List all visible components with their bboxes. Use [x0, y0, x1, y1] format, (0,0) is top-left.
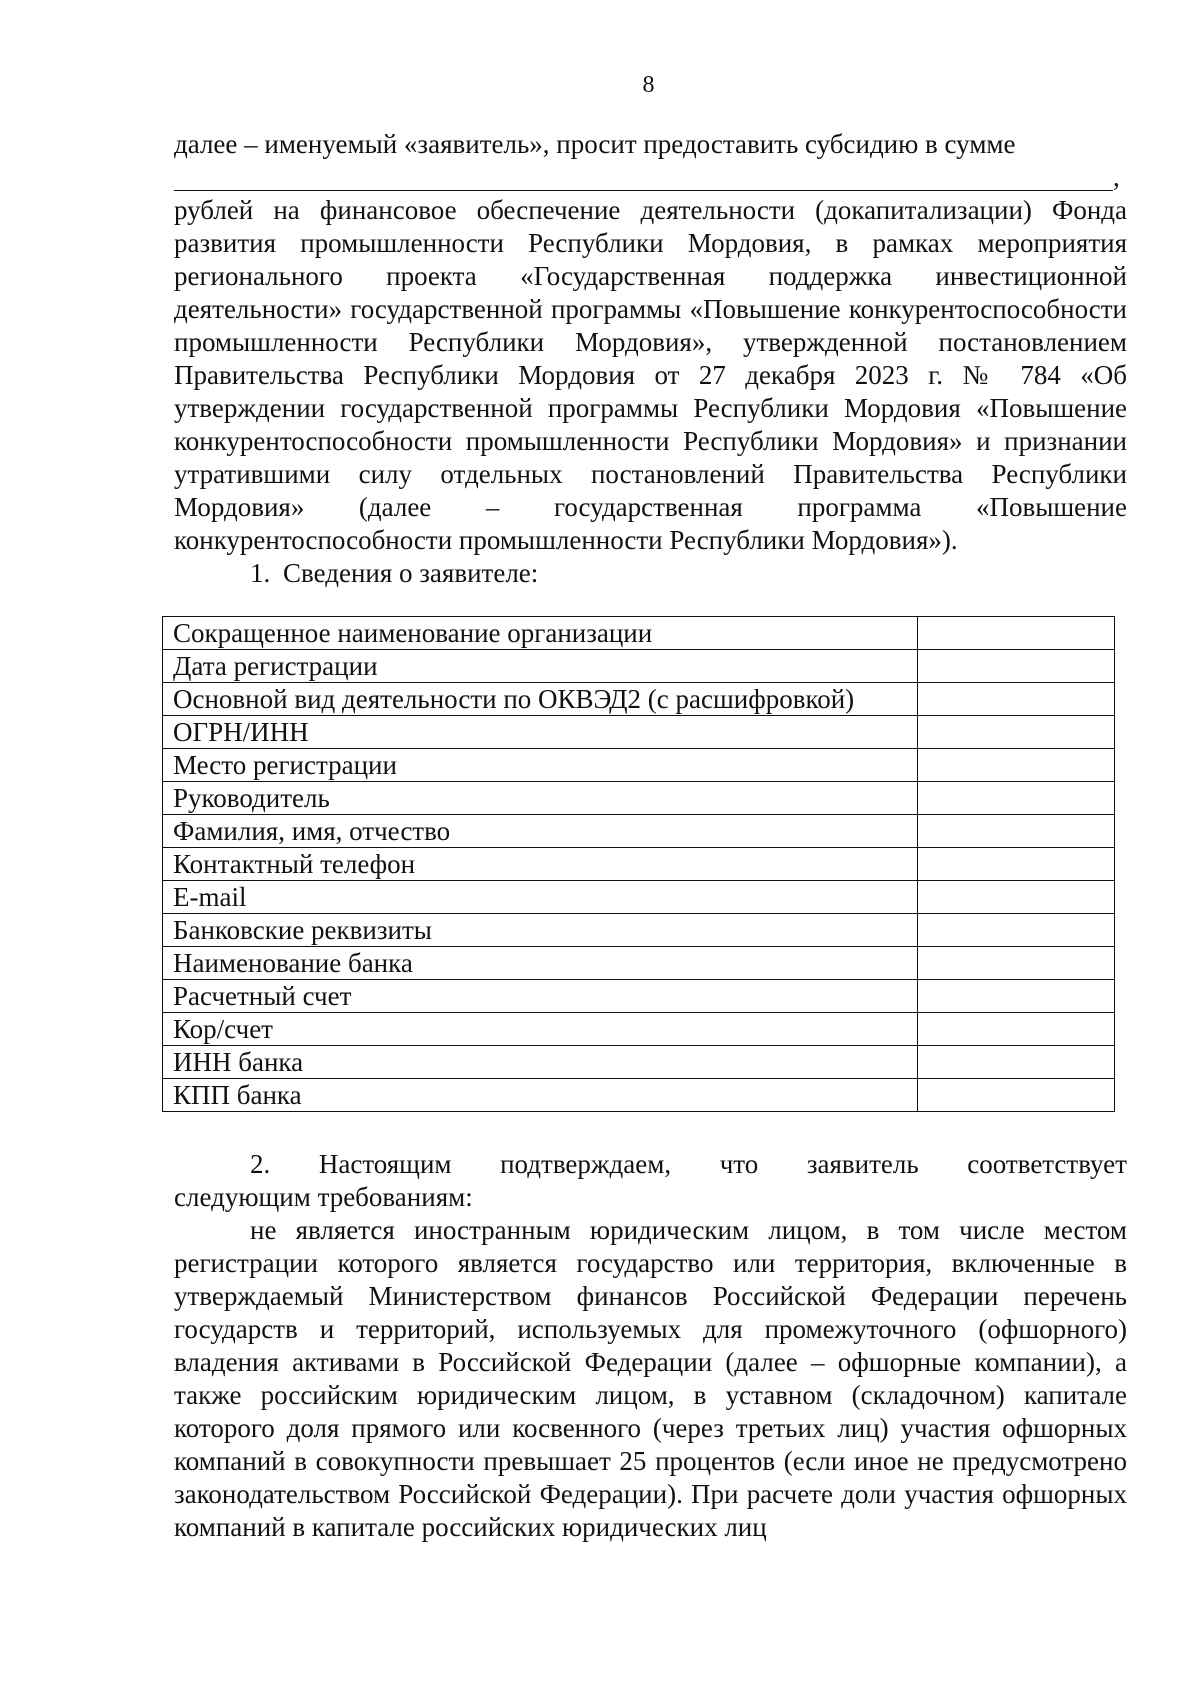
section-2-word: что [719, 1149, 759, 1179]
field-label: Основной вид деятельности по ОКВЭД2 (с расшифровкой) [163, 683, 918, 716]
field-label: ИНН банка [163, 1046, 918, 1079]
table-row [163, 914, 1115, 947]
amount-comma: , [1113, 162, 1120, 192]
field-label: Расчетный счет [163, 980, 918, 1013]
section-2-word: соответствует [967, 1149, 1127, 1179]
field-value [918, 815, 1115, 848]
field-value [918, 980, 1115, 1013]
section-2-word: Настоящим [318, 1149, 452, 1179]
section-1-title: Сведения о заявителе: [283, 558, 539, 588]
field-value [918, 749, 1115, 782]
document-body [174, 128, 1127, 1544]
field-label: Дата регистрации [163, 650, 918, 683]
section-2-first-line [174, 1148, 1127, 1181]
section-2-paragraph: не является иностранным юридическим лицом, в том числе местом регистрации которого является государство или территория, включенные в утверждаемый Министерством финансов Российской Федерации перечень государств и территорий, используемых для промежуточного (офшорного) владения активами в Российской Федерации (далее – офшорные компании), а также российским юридическим лицом, в уставном (складочном) капитале которого доля прямого или косвенного (через третьих лиц) участия офшорных компаний в совокупности превышает 25 процентов (если иное не предусмотрено законодательством Российской Федерации). При расчете доли участия офшорных компаний в капитале российских юридических лиц [174, 1215, 1127, 1542]
field-label: Контактный телефон [163, 848, 918, 881]
page-number: 8 [642, 72, 655, 98]
table-row [163, 881, 1115, 914]
field-value [918, 914, 1115, 947]
table-row [163, 980, 1115, 1013]
field-value [918, 1013, 1115, 1046]
table-row [163, 848, 1115, 881]
section-2-word: заявитель [806, 1149, 919, 1179]
field-label: ОГРН/ИНН [163, 716, 918, 749]
field-value [918, 1046, 1115, 1079]
field-label: Фамилия, имя, отчество [163, 815, 918, 848]
section-1-heading [174, 557, 1127, 590]
table-row [163, 1013, 1115, 1046]
field-value [918, 947, 1115, 980]
field-value [918, 1079, 1115, 1112]
applicant-info-table-wrapper [162, 616, 1127, 1112]
field-label: Кор/счет [163, 1013, 918, 1046]
field-label: КПП банка [163, 1079, 918, 1112]
section-1-number: 1. [250, 558, 271, 588]
table-row [163, 617, 1115, 650]
field-value [918, 617, 1115, 650]
section-2-word: 2. [250, 1149, 271, 1179]
subsidy-amount-blank [174, 168, 1113, 191]
table-row [163, 1079, 1115, 1112]
table-row [163, 650, 1115, 683]
field-label: Сокращенное наименование организации [163, 617, 918, 650]
section-2-continuation: следующим требованиям: [174, 1182, 473, 1212]
field-value [918, 881, 1115, 914]
field-label: Руководитель [163, 782, 918, 815]
intro-paragraph: рублей на финансовое обеспечение деятельности (докапитализации) Фонда развития промышленности Республики Мордовия, в рамках мероприятия регионального проекта «Государственная поддержка инвестиционной деятельности» государственной программы «Повышение конкурентоспособности промышленности Республики Мордовия», утвержденной постановлением Правительства Республики Мордовия от 27 декабря 2023 г. № 784 «Об утверждении государственной программы Республики Мордовия «Повышение конкурентоспособности промышленности Республики Мордовия» и признании утратившими силу отдельных постановлений Правительства Республики Мордовия» (далее – государственная программа «Повышение конкурентоспособности промышленности Республики Мордовия»). [174, 195, 1127, 555]
field-value [918, 650, 1115, 683]
table-row [163, 782, 1115, 815]
field-label: Наименование банка [163, 947, 918, 980]
table-row [163, 683, 1115, 716]
table-row [163, 716, 1115, 749]
table-row [163, 749, 1115, 782]
field-label: E-mail [163, 881, 918, 914]
field-label: Банковские реквизиты [163, 914, 918, 947]
section-2-word: подтверждаем, [500, 1149, 672, 1179]
field-value [918, 782, 1115, 815]
table-row [163, 947, 1115, 980]
applicant-info-table [162, 616, 1115, 1112]
field-label: Место регистрации [163, 749, 918, 782]
field-value [918, 716, 1115, 749]
table-row [163, 815, 1115, 848]
table-row [163, 1046, 1115, 1079]
field-value [918, 683, 1115, 716]
intro-first-line: далее – именуемый «заявитель», просит предоставить субсидию в сумме [174, 129, 1016, 159]
subsidy-amount-line [174, 161, 1127, 191]
field-value [918, 848, 1115, 881]
